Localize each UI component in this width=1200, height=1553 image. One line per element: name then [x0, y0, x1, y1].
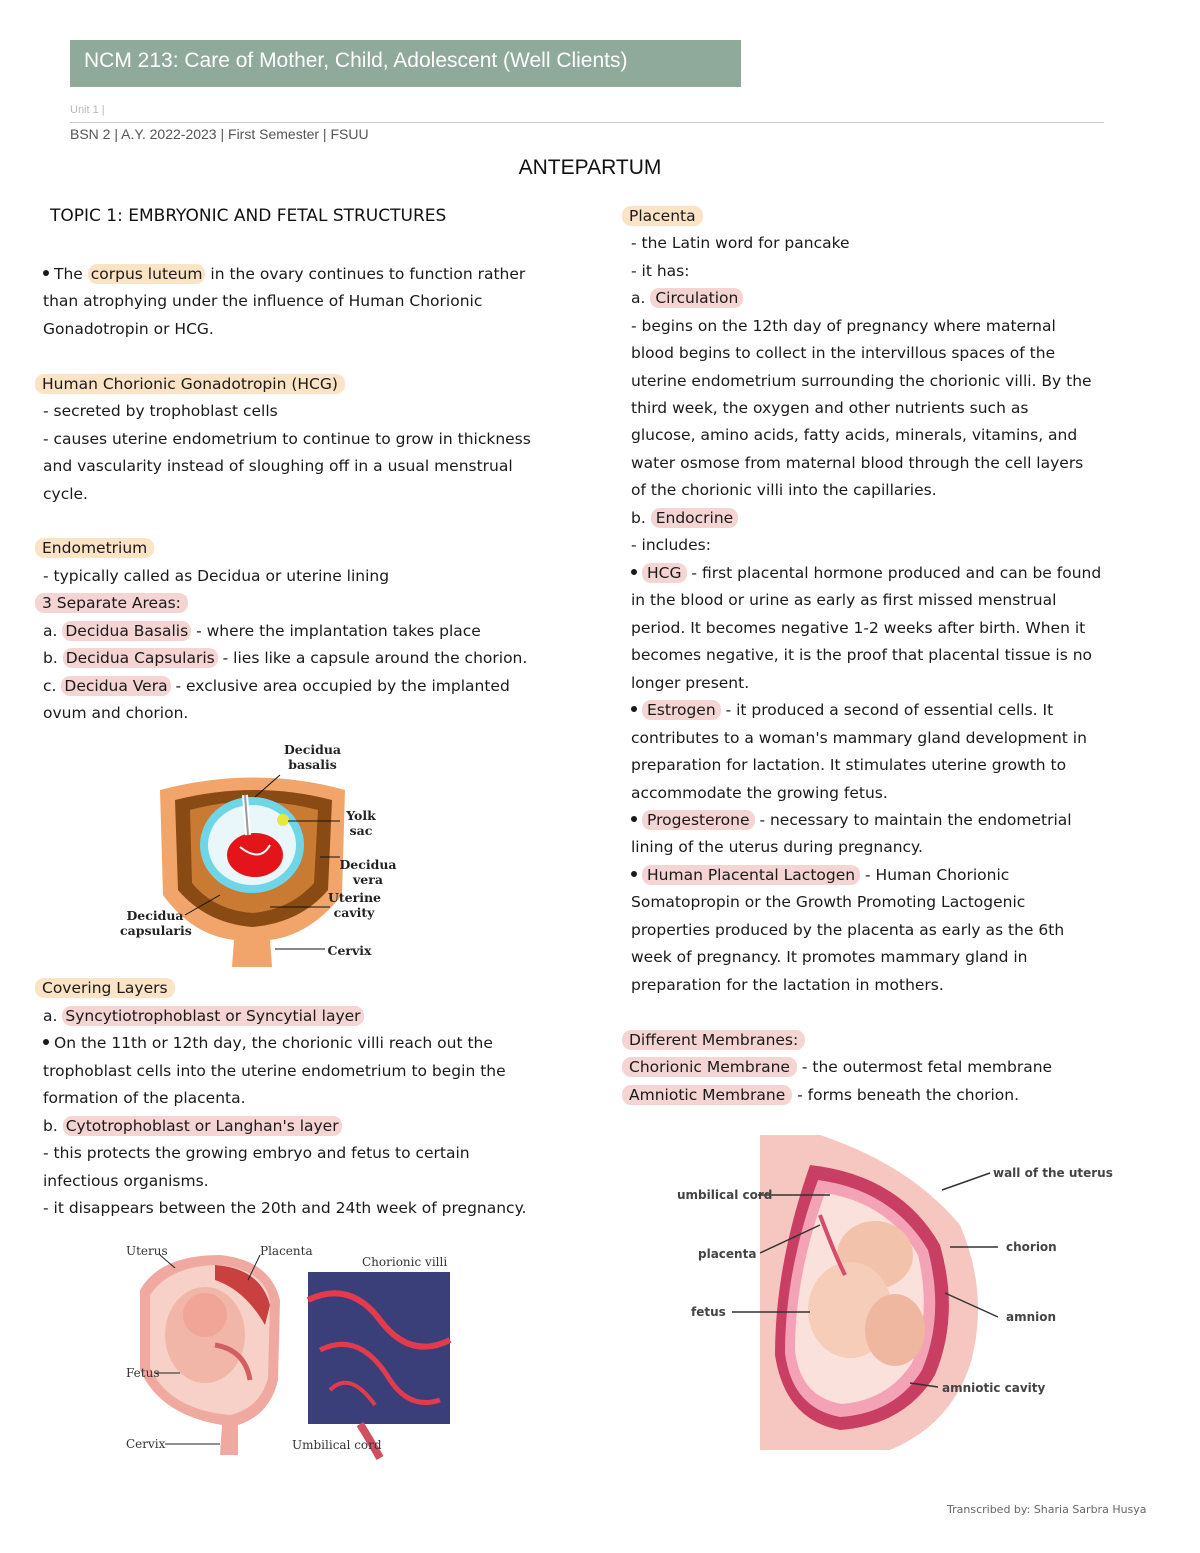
intro-line-1: The corpus luteum in the ovary continues to function rather: [43, 265, 525, 283]
page-title: ANTEPARTUM: [518, 156, 662, 179]
intro-line-3: Gonadotropin or HCG.: [43, 320, 214, 338]
hcg-line-3: and vascularity instead of sloughing off in a usual menstrual: [43, 457, 513, 475]
hpl-bullet-1: Human Placental Lactogen - Human Chorionic: [631, 866, 1009, 884]
circulation-term: Circulation: [650, 288, 743, 308]
chorionic-membrane-term: Chorionic Membrane: [622, 1057, 797, 1077]
estrogen-bullet-1: Estrogen - it produced a second of essential cells. It: [631, 701, 1053, 719]
circulation-line: a. Circulation: [631, 289, 743, 307]
decidua-basalis-term: Decidua Basalis: [62, 621, 191, 641]
decidua-vera-term: Decidua Vera: [61, 676, 170, 696]
circulation-text-2: blood begins to collect in the intervillous spaces of the: [631, 344, 1056, 362]
wall-of-uterus-label: wall of the uterus: [993, 1166, 1113, 1180]
syncytio-bullet-2: trophoblast cells into the uterine endometrium to begin the: [43, 1062, 506, 1080]
syncytio-bullet-1: On the 11th or 12th day, the chorionic villi reach out the: [43, 1034, 493, 1052]
endocrine-line: b. Endocrine: [631, 509, 738, 527]
cytotropho-line-3: - it disappears between the 20th and 24th week of pregnancy.: [43, 1199, 527, 1217]
cytotrophoblast-term: Cytotrophoblast or Langhan's layer: [63, 1116, 342, 1136]
estrogen-term: Estrogen: [642, 700, 721, 720]
circulation-text-1: - begins on the 12th day of pregnancy where maternal: [631, 317, 1056, 335]
course-banner: [70, 40, 741, 87]
hcg-line-2: - causes uterine endometrium to continue to grow in thickness: [43, 430, 531, 448]
circulation-text-4: third week, the oxygen and other nutrients such as: [631, 399, 1029, 417]
uterus-label: Uterus: [126, 1244, 168, 1258]
cervix-label-2: Cervix: [126, 1437, 166, 1451]
decidua-vera-line: c. Decidua Vera - exclusive area occupied by the implanted: [43, 677, 510, 695]
hpl-bullet-5: preparation for the lactation in mothers.: [631, 976, 944, 994]
uterus-villi-illustration: [120, 1240, 465, 1465]
hcg-term: HCG: [642, 563, 687, 583]
bullet-icon: [631, 706, 637, 712]
syncytio-line: a. Syncytiotrophoblast or Syncytial layer: [43, 1007, 364, 1025]
decidua-capsularis-line: b. Decidua Capsularis - lies like a capsule around the chorion.: [43, 649, 528, 667]
estrogen-bullet-4: accommodate the growing fetus.: [631, 784, 888, 802]
decidua-vera-line-2: ovum and chorion.: [43, 704, 189, 722]
circulation-text-6: water osmose from maternal blood through the cell layers: [631, 454, 1084, 472]
header-divider: [70, 122, 1104, 123]
umbilical-cord-label-2: umbilical cord: [677, 1188, 773, 1202]
course-title: NCM 213: Care of Mother, Child, Adolescent (Well Clients): [84, 49, 628, 72]
bullet-icon: [43, 1039, 49, 1045]
yolk-sac-label: Yolk sac: [346, 808, 376, 838]
covering-layers-heading: Covering Layers: [35, 979, 175, 997]
estrogen-bullet-3: preparation for lactation. It stimulates uterine growth to: [631, 756, 1067, 774]
amniotic-membrane-line: Amniotic Membrane - forms beneath the chorion.: [622, 1086, 1019, 1104]
decidua-diagram: [120, 735, 410, 970]
fetus-label-2: fetus: [691, 1305, 726, 1319]
cytotropho-line-2: infectious organisms.: [43, 1172, 209, 1190]
endocrine-includes: - includes:: [631, 536, 711, 554]
bullet-icon: [631, 816, 637, 822]
decidua-basalis-label: Decidua basalis: [283, 742, 342, 772]
progesterone-bullet-1: Progesterone - necessary to maintain the endometrial: [631, 811, 1072, 829]
decidua-basalis-line: a. Decidua Basalis - where the implantation takes place: [43, 622, 481, 640]
hpl-bullet-4: week of pregnancy. It promotes mammary gland in: [631, 948, 1028, 966]
hcg-bullet-5: longer present.: [631, 674, 750, 692]
fetus-label: Fetus: [126, 1366, 160, 1380]
placenta-line-1: - the Latin word for pancake: [631, 234, 850, 252]
uterus-villi-diagram: [120, 1240, 465, 1465]
hcg-bullet-4: becomes negative, it is the proof that placental tissue is no: [631, 646, 1093, 664]
progesterone-term: Progesterone: [642, 810, 755, 830]
estrogen-bullet-2: contributes to a woman's mammary gland development in: [631, 729, 1087, 747]
syncytiotrophoblast-term: Syncytiotrophoblast or Syncytial layer: [62, 1006, 363, 1026]
bullet-icon: [631, 569, 637, 575]
intro-line-2: than atrophying under the influence of Human Chorionic: [43, 292, 483, 310]
progesterone-bullet-2: lining of the uterus during pregnancy.: [631, 838, 923, 856]
circulation-text-7: of the chorionic villi into the capillaries.: [631, 481, 937, 499]
unit-label: Unit 1 |: [70, 104, 105, 116]
decidua-vera-label: Decidua vera: [339, 857, 397, 887]
cervix-label: Cervix: [327, 943, 372, 958]
hcg-bullet-1: HCG - first placental hormone produced and can be found: [631, 564, 1101, 582]
pregnancy-section-diagram: [660, 1125, 1113, 1455]
hpl-bullet-3: properties produced by the placenta as early as the 6th: [631, 921, 1065, 939]
separate-areas-heading: 3 Separate Areas:: [35, 594, 188, 612]
circulation-text-3: uterine endometrium surrounding the chorionic villi. By the: [631, 372, 1092, 390]
hpl-bullet-2: Somatopropin or the Growth Promoting Lactogenic: [631, 893, 1026, 911]
endocrine-term: Endocrine: [651, 508, 739, 528]
hcg-heading: Human Chorionic Gonadotropin (HCG): [35, 375, 345, 393]
chorionic-villi-label: Chorionic villi: [362, 1255, 448, 1269]
hcg-line-4: cycle.: [43, 485, 88, 503]
syncytio-bullet-3: formation of the placenta.: [43, 1089, 246, 1107]
placenta-label: Placenta: [260, 1244, 313, 1258]
placenta-heading: Placenta: [622, 207, 703, 225]
placenta-line-2: - it has:: [631, 262, 690, 280]
course-meta: BSN 2 | A.Y. 2022-2023 | First Semester | FSUU: [70, 126, 369, 142]
amnion-label: amnion: [1006, 1310, 1057, 1324]
topic-heading: TOPIC 1: EMBRYONIC AND FETAL STRUCTURES: [50, 206, 447, 226]
decidua-capsularis-label: Decidua capsularis: [120, 908, 192, 938]
decidua-capsularis-term: Decidua Capsularis: [63, 648, 218, 668]
transcriber-credit: Transcribed by: Sharia Sarbra Husya: [947, 1503, 1147, 1516]
bullet-icon: [631, 871, 637, 877]
bullet-icon: [43, 270, 49, 276]
endometrium-heading: Endometrium: [35, 539, 154, 557]
endometrium-line-1: - typically called as Decidua or uterine lining: [43, 567, 390, 585]
cytotropho-line-1: - this protects the growing embryo and fetus to certain: [43, 1144, 470, 1162]
hpl-term: Human Placental Lactogen: [642, 865, 860, 885]
chorion-label: chorion: [1006, 1240, 1057, 1254]
placenta-label-2: placenta: [698, 1247, 757, 1261]
umbilical-cord-label: Umbilical cord: [292, 1438, 382, 1452]
corpus-luteum-term: corpus luteum: [88, 264, 206, 284]
hcg-line-1: - secreted by trophoblast cells: [43, 402, 278, 420]
membranes-heading: Different Membranes:: [622, 1031, 805, 1049]
chorionic-membrane-line: Chorionic Membrane - the outermost fetal membrane: [622, 1058, 1052, 1076]
uterine-cavity-label: Uterine cavity: [328, 890, 382, 920]
hcg-bullet-2: in the blood or urine as early as first missed menstrual: [631, 591, 1057, 609]
amniotic-membrane-term: Amniotic Membrane: [622, 1085, 792, 1105]
hcg-bullet-3: period. It becomes negative 1-2 weeks after birth. When it: [631, 619, 1086, 637]
amniotic-cavity-label: amniotic cavity: [942, 1381, 1046, 1395]
circulation-text-5: glucose, amino acids, fatty acids, minerals, vitamins, and: [631, 426, 1078, 444]
cytotropho-line: b. Cytotrophoblast or Langhan's layer: [43, 1117, 342, 1135]
